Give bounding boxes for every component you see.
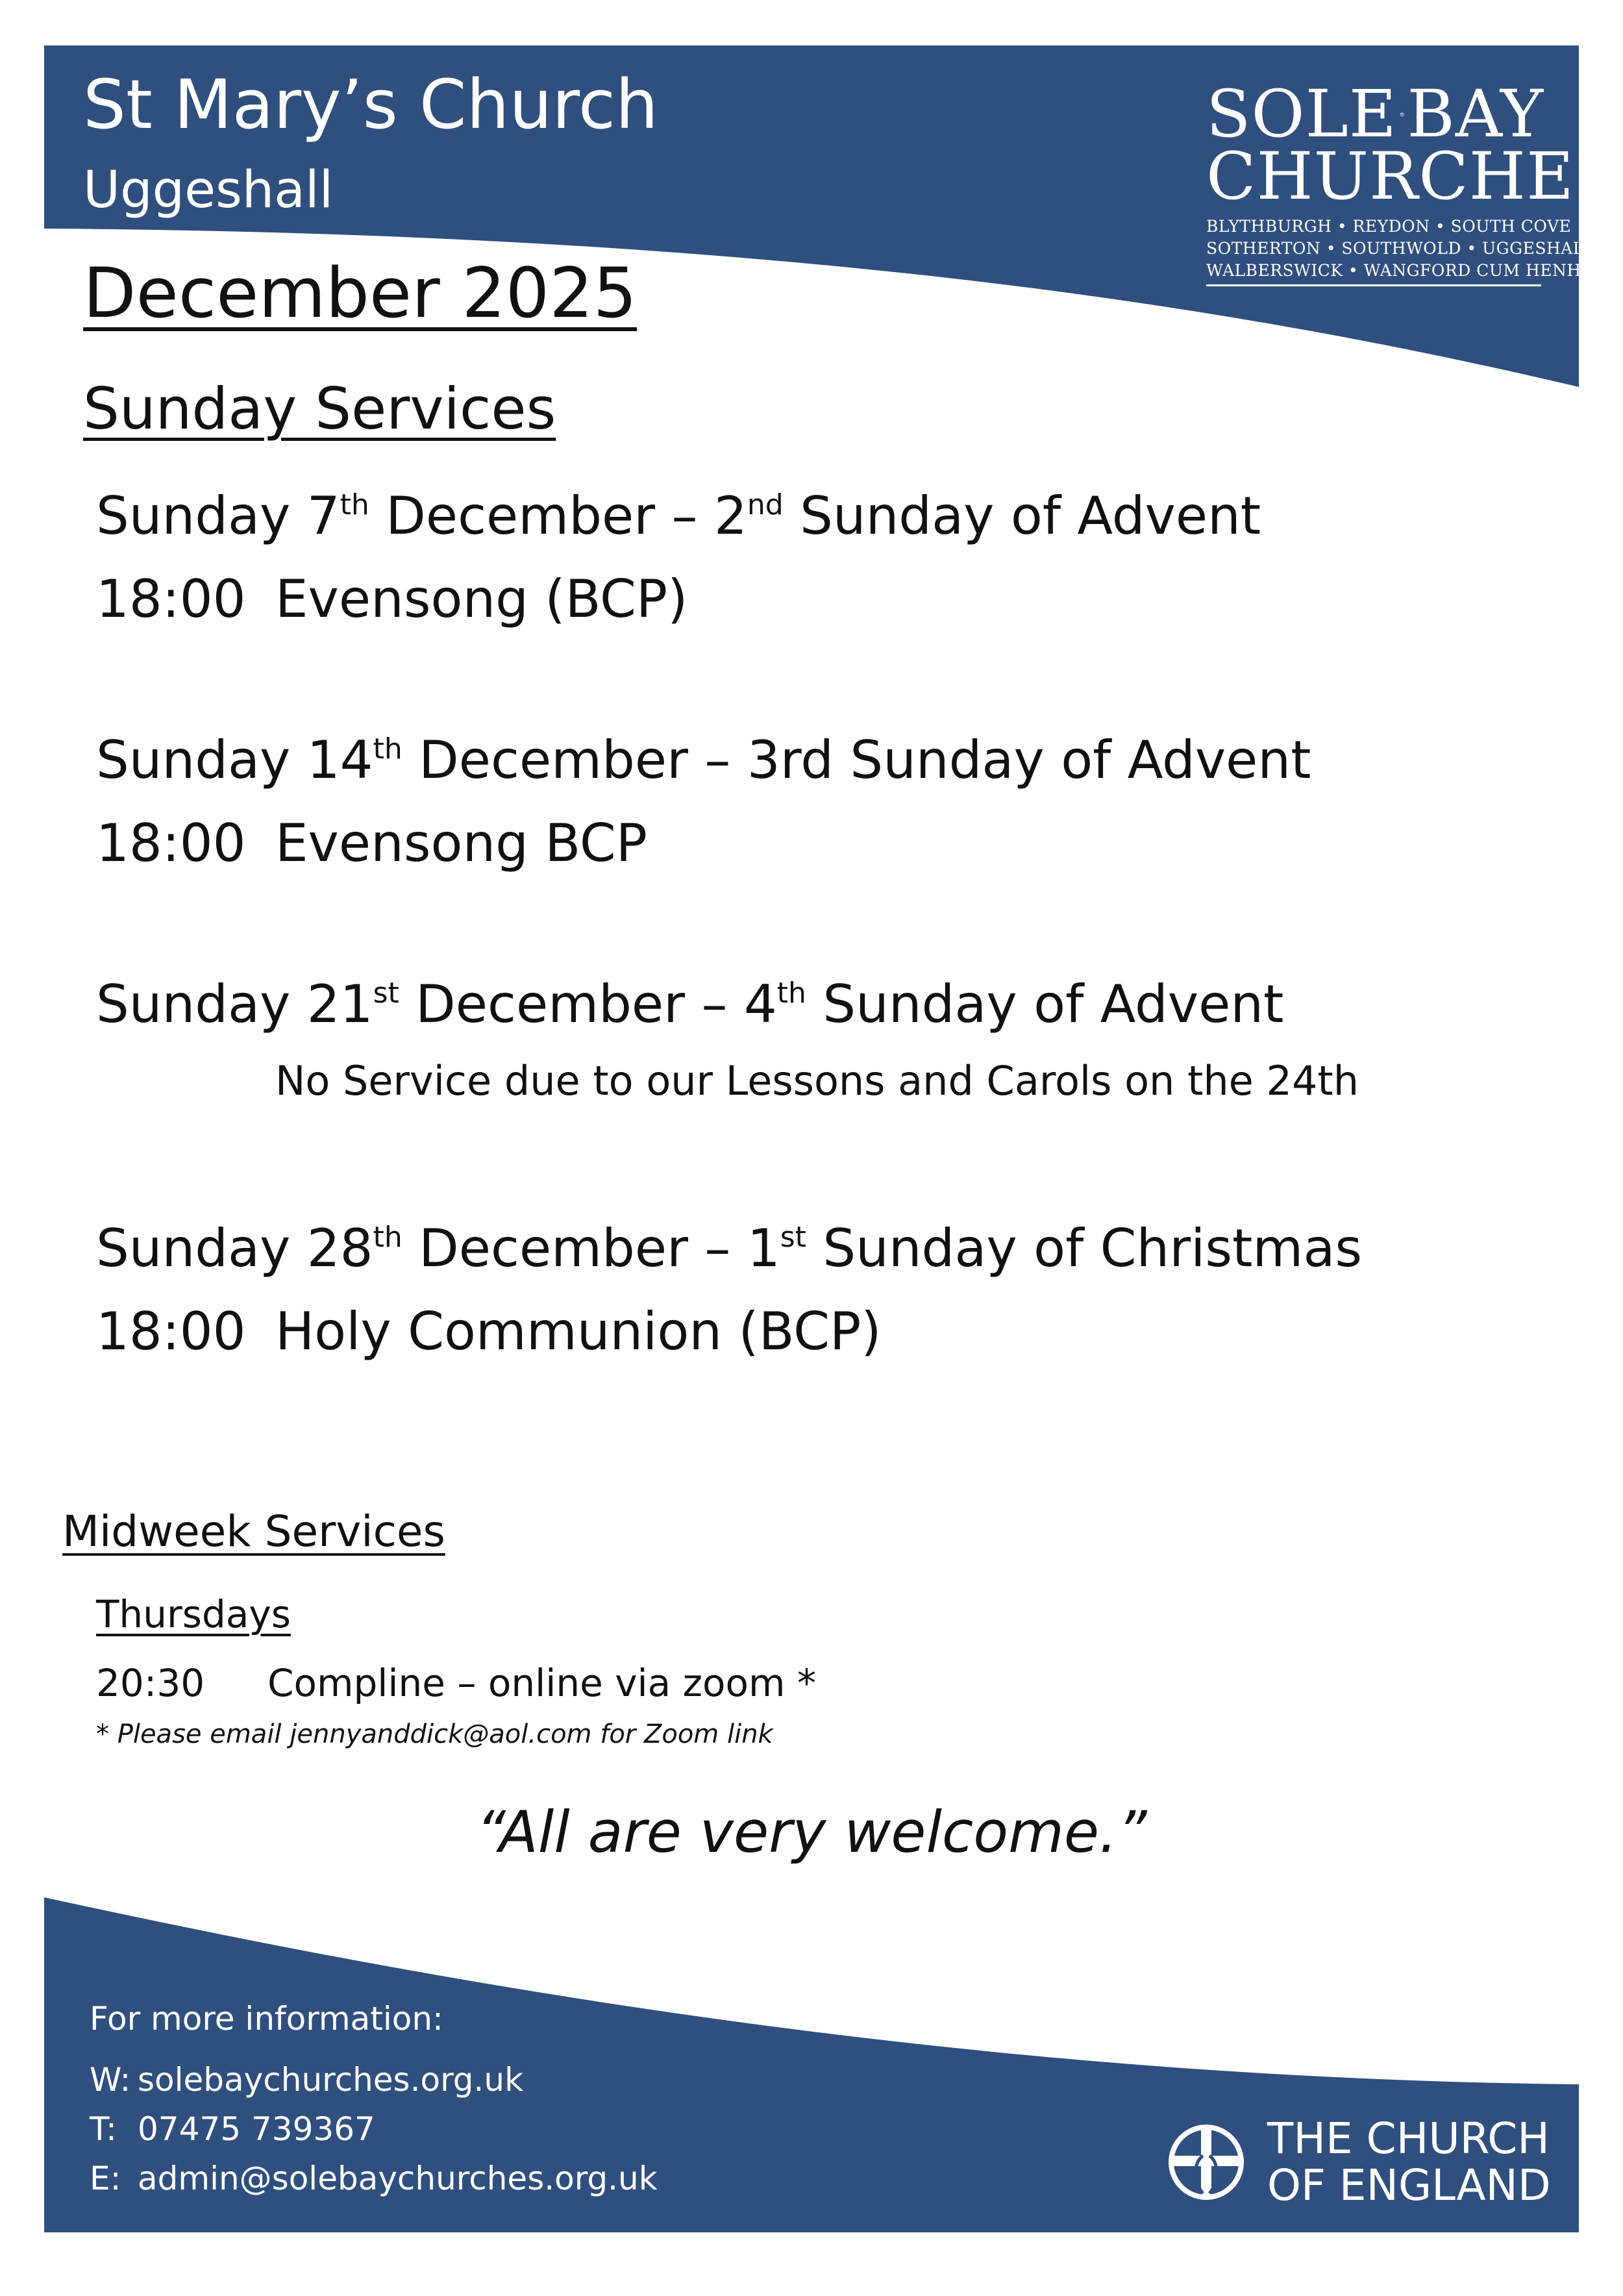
- ordinal-suffix: th: [776, 977, 806, 1010]
- footer-website: [90, 2061, 523, 2099]
- service-date: Sunday 14: [96, 730, 373, 790]
- logo-places-line: SOTHERTON • SOUTHWOLD • UGGESHALL: [1206, 239, 1596, 258]
- service-date: Sunday 7: [96, 486, 340, 546]
- solebay-churches-logo: [1206, 76, 1620, 286]
- zoom-note: * Please email jennyanddick@aol.com for Zoom link: [96, 1719, 773, 1749]
- email-address: admin@solebaychurches.org.uk: [138, 2160, 658, 2197]
- coe-line-1: THE CHURCH: [1267, 2114, 1550, 2164]
- service-line: [96, 813, 647, 873]
- footer-phone: [90, 2110, 375, 2148]
- service-name: Evensong (BCP): [275, 569, 688, 629]
- logo-places-line: WALBERSWICK • WANGFORD CUM HENHAM: [1206, 261, 1611, 280]
- service-date: Sunday 21: [96, 974, 373, 1034]
- ordinal-suffix: nd: [747, 488, 784, 521]
- tel-label: T:: [90, 2110, 117, 2148]
- welcome-message: “All are very welcome.”: [476, 1799, 1147, 1866]
- service-date: Sunday 28: [96, 1218, 373, 1279]
- month-title: December 2025: [83, 253, 638, 333]
- midweek-service-name: Compline – online via zoom *: [267, 1661, 816, 1705]
- ordinal-suffix: th: [373, 732, 403, 766]
- ordinal-suffix: th: [373, 1221, 403, 1254]
- service-heading-text: December – 2: [369, 486, 747, 546]
- footer-lead: For more information:: [90, 2000, 443, 2038]
- service-line: [96, 569, 688, 629]
- midweek-day: Thursdays: [96, 1592, 291, 1636]
- service-heading-text: Sunday of Advent: [806, 974, 1284, 1034]
- ordinal-suffix: th: [340, 488, 369, 521]
- sunday-services-heading: Sunday Services: [83, 375, 556, 442]
- service-heading: [96, 1218, 1362, 1279]
- logo-underline: [1206, 284, 1541, 286]
- service-heading-text: Sunday of Advent: [783, 486, 1261, 546]
- church-of-england-text: [1267, 2115, 1551, 2209]
- church-of-england-logo: [1167, 2115, 1551, 2209]
- service-heading: [96, 730, 1311, 790]
- service-name: Evensong BCP: [275, 813, 647, 873]
- church-name: St Mary’s Church: [83, 65, 658, 144]
- phone-number: 07475 739367: [138, 2110, 375, 2148]
- service-time: 18:00: [96, 813, 246, 873]
- logo-places-line: BLYTHBURGH • REYDON • SOUTH COVE: [1206, 217, 1572, 236]
- service-heading-text: December – 4: [399, 974, 777, 1034]
- midweek-services-heading: Midweek Services: [62, 1506, 445, 1556]
- midweek-service-line: [96, 1661, 816, 1705]
- cross-in-circle-icon: [1400, 91, 1404, 138]
- service-heading-text: Sunday of Christmas: [806, 1218, 1363, 1279]
- ordinal-suffix: st: [373, 977, 399, 1010]
- service-line: [96, 1301, 881, 1362]
- service-heading: [96, 486, 1261, 546]
- service-time: 18:00: [96, 569, 246, 629]
- logo-word-left: SOLE: [1206, 76, 1397, 152]
- parish-name: Uggeshall: [83, 161, 334, 219]
- midweek-time: 20:30: [96, 1661, 205, 1705]
- website-link: solebaychurches.org.uk: [138, 2061, 524, 2099]
- church-of-england-cross-icon: [1167, 2123, 1245, 2201]
- web-label: W:: [90, 2061, 131, 2099]
- service-time: 18:00: [96, 1301, 246, 1362]
- footer-email: [90, 2160, 658, 2197]
- email-label: E:: [90, 2160, 121, 2197]
- coe-line-2: OF ENGLAND: [1267, 2160, 1551, 2210]
- ordinal-suffix: st: [780, 1221, 806, 1254]
- service-name: Holy Communion (BCP): [275, 1301, 882, 1362]
- service-heading: [96, 974, 1283, 1034]
- logo-word-right: BAY: [1407, 76, 1544, 152]
- logo-wordmark-row-1: [1206, 76, 1544, 152]
- service-note: No Service due to our Lessons and Carols on the 24th: [275, 1057, 1359, 1104]
- logo-places: [1206, 216, 1611, 282]
- service-heading-text: December – 3rd Sunday of Advent: [402, 730, 1311, 790]
- service-heading-text: December – 1: [402, 1218, 780, 1279]
- logo-word-second: CHURCHES: [1206, 138, 1620, 214]
